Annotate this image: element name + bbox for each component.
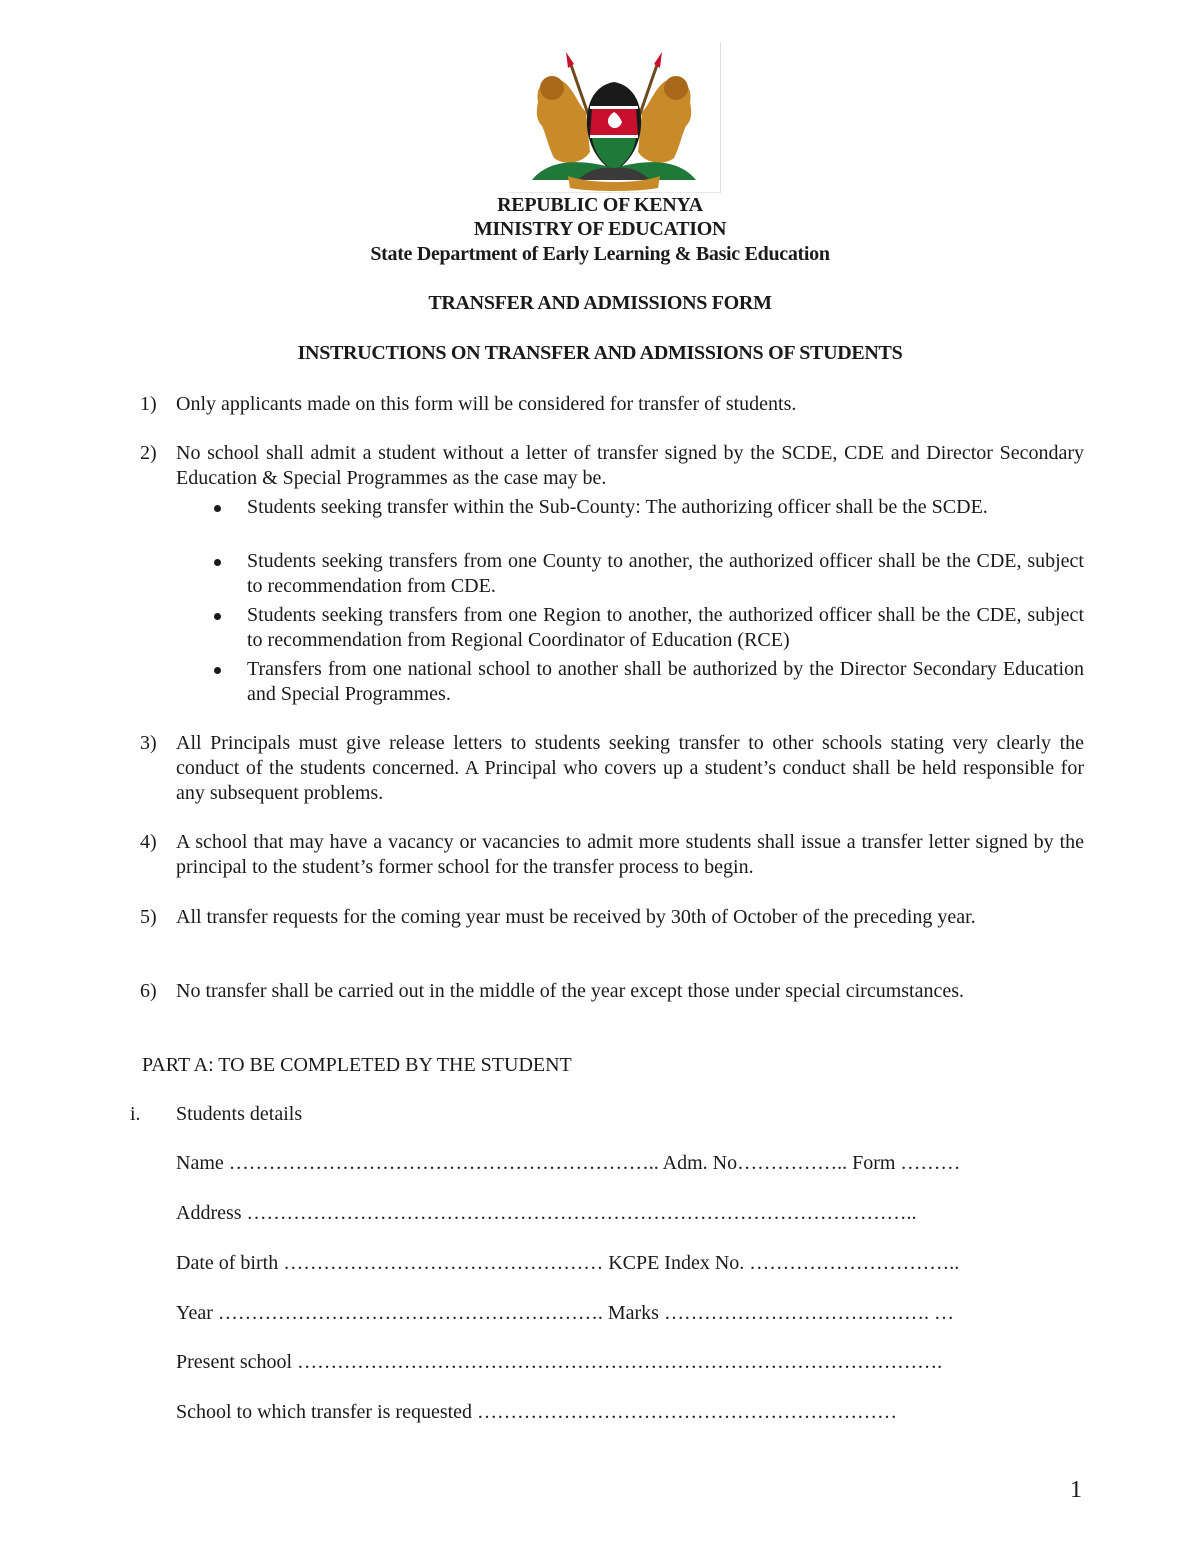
name-field[interactable]: Name ……………………………………………………….. Adm. No…………….. Form ……… [176,1152,961,1174]
bullet-icon [214,505,221,512]
instruction-text: Only applicants made on this form will be considered for transfer of students. [176,393,797,415]
present-school-field[interactable]: Present school ……………………………………………………………………………………. [176,1351,943,1373]
instruction-item [140,830,1084,880]
section-label: Students details [176,1103,303,1125]
instruction-number: 1) [140,393,157,415]
bullet-item [206,603,1084,653]
header-state-department: State Department of Early Learning & Basic Education [370,243,830,265]
instruction-item [140,441,1084,491]
instruction-text: All Principals must give release letters to students seeking transfer to other schools stating very clearly the conduct of the students concerned. A Principal who covers up a student’s conduct shall be held responsible for any subsequent problems. [176,732,1084,804]
year-field[interactable]: Year …………………………………………………. Marks …………………………………. … [176,1302,954,1324]
header-republic: REPUBLIC OF KENYA [497,194,703,216]
bullet-item [206,657,1084,707]
instructions-title: INSTRUCTIONS ON TRANSFER AND ADMISSIONS OF STUDENTS [297,342,903,364]
bullet-icon [214,559,221,566]
instruction-number: 6) [140,980,157,1002]
bullet-item [206,495,1084,520]
bullet-text: Transfers from one national school to another shall be authorized by the Director Secondary Education and Special Programmes. [247,658,1084,705]
instruction-text: A school that may have a vacancy or vacancies to admit more students shall issue a transfer letter signed by the principal to the student’s former school for the transfer process to begin. [176,831,1084,878]
instruction-text: All transfer requests for the coming year must be received by 30th of October of the preceding year. [176,906,976,928]
bullet-icon [214,613,221,620]
coat-of-arms [508,42,720,192]
transfer-school-field[interactable]: School to which transfer is requested ……………………………………………………… [176,1401,898,1423]
bullet-item [206,549,1084,599]
bullet-icon [214,667,221,674]
instruction-text: No school shall admit a student without a letter of transfer signed by the SCDE, CDE and Director Secondary Education & Special Programmes as the case may be. [176,442,1084,489]
instruction-number: 5) [140,906,157,928]
date-of-birth-field[interactable]: Date of birth ………………………………………… KCPE Index No. ………………………….. [176,1252,960,1274]
instruction-item [140,731,1084,806]
bullet-text: Students seeking transfer within the Sub-County: The authorizing officer shall be the SCDE. [247,496,988,518]
form-title: TRANSFER AND ADMISSIONS FORM [428,292,772,314]
instruction-number: 4) [140,831,157,853]
bullet-text: Students seeking transfers from one Region to another, the authorized officer shall be the CDE, subject to recommendation from Regional Coordinator of Education (RCE) [247,604,1084,651]
instruction-text: No transfer shall be carried out in the middle of the year except those under special circumstances. [176,980,965,1002]
instruction-number: 2) [140,442,157,464]
page-number: 1 [1070,1477,1082,1503]
bullet-text: Students seeking transfers from one County to another, the authorized officer shall be the CDE, subject to recommendation from CDE. [247,550,1084,597]
instruction-number: 3) [140,732,157,754]
header-ministry: MINISTRY OF EDUCATION [473,218,727,240]
instruction-item [140,979,1084,1004]
instruction-item [140,392,1084,417]
part-a-title: PART A: TO BE COMPLETED BY THE STUDENT [142,1054,572,1076]
address-field[interactable]: Address ……………………………………………………………………………………….. [176,1202,917,1224]
section-number: i. [130,1103,141,1125]
instruction-item [140,905,1084,930]
emblem-frame [508,42,721,193]
